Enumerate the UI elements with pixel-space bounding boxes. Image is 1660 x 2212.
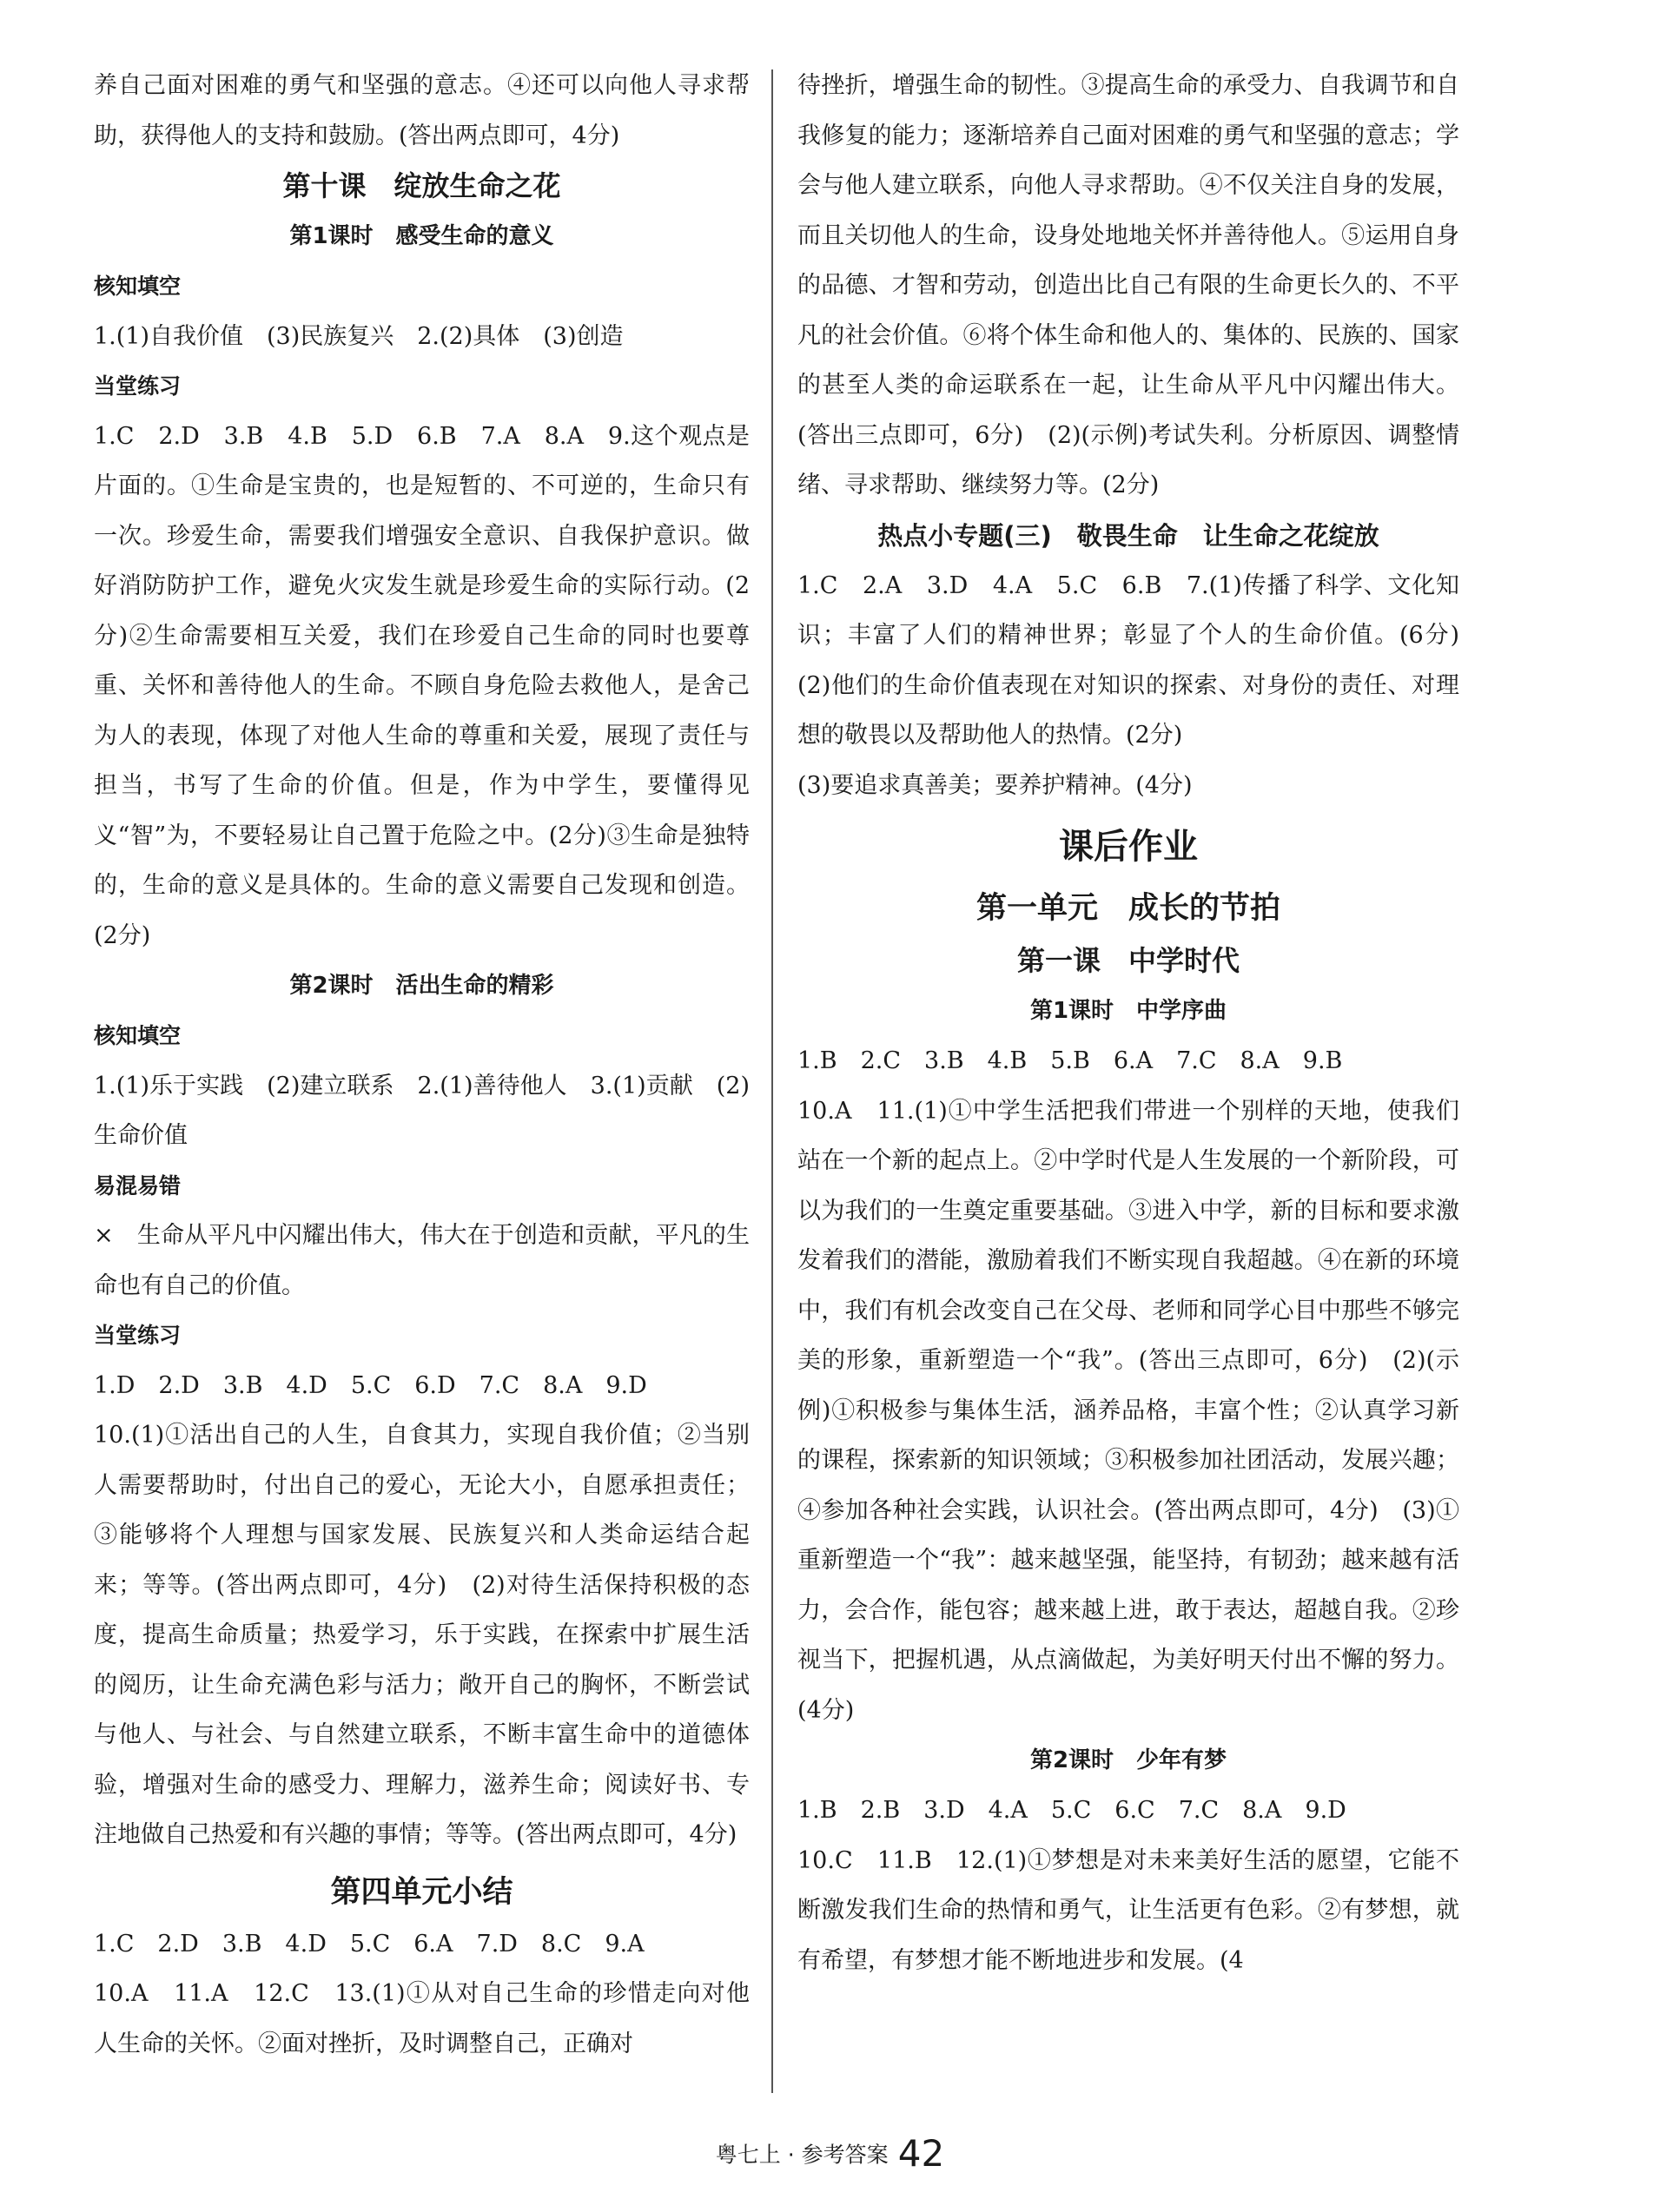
answer-paragraph: 10.A 11.(1)①中学生活把我们带进一个别样的天地，使我们站在一个新的起点上。②中学时代是人生发展的一个新阶段，可以为我们的一生奠定重要基础。③进入中学，新的目标和要求激发着我们的潜能，激励着我们不断实现自我超越。④在新的环境中，我们有机会改变自己在父母、老师和同学心目中那些不够完美的形象，重新塑造一个“我”。(答出三点即可，6分) (2)(示例)①积极参与集体生活，涵养品格，丰富个性；②认真学习新的课程，探索新的知识领域；③积极参加社团活动，发展兴趣；④参加各种社会实践，认识社会。(答出两点即可，4分) (3)①重新塑造一个“我”：越来越坚强，能坚持，有韧劲；越来越有活力，会合作，能包容；越来越上进，敢于表达，超越自我。②珍视当下，把握机遇，从点滴做起，为美好明天付出不懈的努力。(4分) bbox=[797, 1097, 1459, 1724]
homework-section-title: 课后作业 bbox=[1059, 827, 1198, 867]
column-divider bbox=[771, 69, 773, 2093]
section-label-common-mistakes: 易混易错 bbox=[94, 1172, 182, 1198]
answer-paragraph: 10.(1)①活出自己的人生，自食其力，实现自我价值；②当别人需要帮助时，付出自己的爱心，无论大小，自愿承担责任；③能够将个人理想与国家发展、民族复兴和人类命运结合起来；等等。(答出两点即可，4分) (2)对待生活保持积极的态度，提高生命质量；热爱学习，乐于实践，在探索中扩展生活的阅历，让生命充满色彩与活力；敞开自己的胸怀，不断尝试与他人、与社会、与自然建立联系，不断丰富生命中的道德体验，增强对生命的感受力、理解力，滋养生命；阅读好书、专注地做自己热爱和有兴趣的事情；等等。(答出两点即可，4分) bbox=[94, 1422, 750, 1848]
section-label-in-class-practice: 当堂练习 bbox=[94, 1323, 182, 1348]
lesson-1-hour-1-title: 第1课时 中学序曲 bbox=[1029, 998, 1227, 1024]
section-label-fill-in: 核知填空 bbox=[94, 274, 182, 299]
lesson-10-title: 第十课 绽放生命之花 bbox=[282, 169, 561, 202]
answer-paragraph: 1.B 2.B 3.D 4.A 5.C 6.C 7.C 8.A 9.D bbox=[797, 1797, 1346, 1824]
answer-paragraph: (3)要追求真善美；要养护精神。(4分) bbox=[797, 771, 1193, 799]
footer-label: 粤七上 · 参考答案 bbox=[715, 2142, 889, 2168]
answer-paragraph: 待挫折，增强生命的韧性。③提高生命的承受力、自我调节和自我修复的能力；逐渐培养自己面对困难的勇气和坚强的意志；学会与他人建立联系，向他人寻求帮助。④不仅关注自身的发展，而且关切他人的生命，设身处地地关怀并善待他人。⑤运用自身的品德、才智和劳动，创造出比自己有限的生命更长久的、不平凡的社会价值。⑥将个体生命和他人的、集体的、民族的、国家的甚至人类的命运联系在一起，让生命从平凡中闪耀出伟大。(答出三点即可，6分) (2)(示例)考试失利。分析原因、调整情绪、寻求帮助、继续努力等。(2分) bbox=[797, 72, 1459, 499]
answer-paragraph: 1.C 2.D 3.B 4.D 5.C 6.A 7.D 8.C 9.A bbox=[94, 1930, 645, 1958]
answer-paragraph: 1.(1)自我价值 (3)民族复兴 2.(2)具体 (3)创造 bbox=[94, 322, 624, 350]
page-footer bbox=[0, 2132, 1660, 2175]
answer-paragraph: 养自己面对困难的勇气和坚强的意志。④还可以向他人寻求帮助，获得他人的支持和鼓励。(答出两点即可，4分) bbox=[94, 72, 750, 149]
right-column bbox=[797, 61, 1483, 1985]
hot-topic-3-title: 热点小专题(三) 敬畏生命 让生命之花绽放 bbox=[877, 520, 1379, 551]
answer-paragraph: 10.C 11.B 12.(1)①梦想是对未来美好生活的愿望，它能不断激发我们生命的热情和勇气，让生活更有色彩。②有梦想，就有希望，有梦想才能不断地进步和发展。(4 bbox=[797, 1846, 1459, 1974]
answer-paragraph: × 生命从平凡中闪耀出伟大，伟大在于创造和贡献，平凡的生命也有自己的价值。 bbox=[94, 1222, 750, 1299]
lesson-10-hour-1-title: 第1课时 感受生命的意义 bbox=[289, 223, 554, 249]
answer-paragraph: 1.D 2.D 3.B 4.D 5.C 6.D 7.C 8.A 9.D bbox=[94, 1371, 647, 1399]
answer-paragraph: 1.B 2.C 3.B 4.B 5.B 6.A 7.C 8.A 9.B bbox=[797, 1047, 1343, 1074]
unit-4-summary-title: 第四单元小结 bbox=[330, 1874, 513, 1910]
left-column bbox=[94, 61, 750, 2069]
answer-paragraph: 1.C 2.A 3.D 4.A 5.C 6.B 7.(1)传播了科学、文化知识；丰富了人们的精神世界；彰显了个人的生命价值。(6分) (2)他们的生命价值表现在对知识的探索、对身份的责任、对理想的敬畏以及帮助他人的热情。(2分) bbox=[797, 571, 1483, 749]
lesson-10-hour-2-title: 第2课时 活出生命的精彩 bbox=[289, 973, 554, 999]
page-number: 42 bbox=[897, 2132, 945, 2175]
unit-1-title: 第一单元 成长的节拍 bbox=[975, 891, 1280, 926]
answer-paragraph: 10.A 11.A 12.C 13.(1)①从对自己生命的珍惜走向对他人生命的关怀。②面对挫折，及时调整自己，正确对 bbox=[94, 1980, 750, 2057]
lesson-1-title: 第一课 中学时代 bbox=[1016, 944, 1240, 977]
answer-paragraph: 1.(1)乐于实践 (2)建立联系 2.(1)善待他人 3.(1)贡献 (2)生命价值 bbox=[94, 1072, 750, 1149]
answer-paragraph: 1.C 2.D 3.B 4.B 5.D 6.B 7.A 8.A 9.这个观点是片面的。①生命是宝贵的，也是短暂的、不可逆的，生命只有一次。珍爱生命，需要我们增强安全意识、自我保护意识。做好消防防护工作，避免火灾发生就是珍爱生命的实际行动。(2分)②生命需要相互关爱，我们在珍爱自己生命的同时也要尊重、关怀和善待他人的生命。不顾自身危险去救他人，是舍己为人的表现，体现了对他人生命的尊重和关爱，展现了责任与担当，书写了生命的价值。但是，作为中学生，要懂得见义“智”为，不要轻易让自己置于危险之中。(2分)③生命是独特的，生命的意义是具体的。生命的意义需要自己发现和创造。(2分) bbox=[94, 422, 750, 949]
lesson-1-hour-2-title: 第2课时 少年有梦 bbox=[1029, 1747, 1227, 1773]
section-label-fill-in: 核知填空 bbox=[94, 1023, 182, 1048]
section-label-in-class-practice: 当堂练习 bbox=[94, 373, 182, 399]
